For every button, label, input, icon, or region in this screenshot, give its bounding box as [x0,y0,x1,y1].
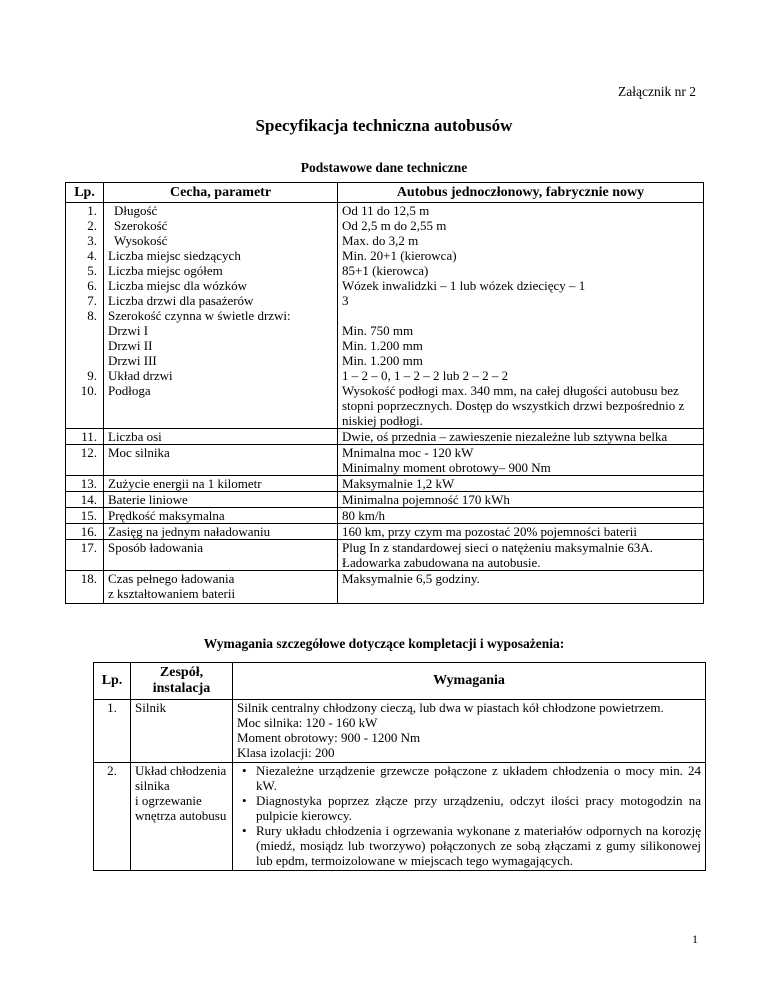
row-param: Czas pełnego ładowania [108,571,235,586]
table-row [66,476,704,492]
row-value: 80 km/h [338,508,704,524]
row-lp: 8. [66,308,104,323]
table-row [66,323,704,338]
header-param: Cecha, parametr [104,183,338,203]
row-lp: 1. [66,203,104,219]
row-param: Liczba osi [104,429,338,445]
table-row [66,445,704,476]
row-value: 85+1 (kierowca) [338,263,704,278]
table-row [66,233,704,248]
table-row [66,308,704,323]
row-lp: 2. [66,218,104,233]
section1-heading: Podstawowe dane techniczne [300,160,468,175]
list-item [242,823,701,868]
row-unit-line: Układ chłodzenia [135,763,227,778]
requirements-table [93,662,706,871]
bullet-icon: • [242,823,247,838]
row-value: Minimalna pojemność 170 kWh [338,492,704,508]
row-param: Wysokość [104,233,338,248]
row-lp: 15. [66,508,104,524]
row-param: Liczba drzwi dla pasażerów [104,293,338,308]
table-row [66,368,704,383]
table-row [94,763,706,871]
page-number: 1 [692,932,698,946]
row-param: Sposób ładowania [104,540,338,571]
row-value: 1 – 2 – 0, 1 – 2 – 2 lub 2 – 2 – 2 [338,368,704,383]
row-param: Zużycie energii na 1 kilometr [104,476,338,492]
header-unit-line2: instalacja [152,681,211,696]
bullet-icon: • [242,763,247,778]
row-lp: 18. [66,571,104,604]
row-unit: Silnik [131,700,233,763]
table-row [66,353,704,368]
table-row [66,278,704,293]
list-item [242,793,701,823]
row-lp: 17. [66,540,104,571]
row-param: Drzwi III [104,353,338,368]
req-line: Silnik centralny chłodzony cieczą, lub dwa w piastach kół chłodzone powietrzem. [237,700,664,715]
row-param: Prędkość maksymalna [104,508,338,524]
bullet-icon: • [242,793,247,808]
section2-heading: Wymagania szczegółowe dotyczące kompletacji i wyposażenia: [203,636,565,651]
row-value: Maksymalnie 1,2 kW [338,476,704,492]
row-lp: 16. [66,524,104,540]
header-lp: Lp. [66,183,104,203]
annex-label: Załącznik nr 2 [618,84,696,99]
page-title: Specyfikacja techniczna autobusów [255,116,513,135]
row-lp: 5. [66,263,104,278]
row-value-2: Minimalny moment obrotowy– 900 Nm [342,460,551,475]
row-value: Plug In z standardowej sieci o natężeniu maksymalnie 63A. [342,540,653,555]
table-row [66,248,704,263]
header-requirements: Wymagania [233,663,706,700]
row-value [338,308,704,323]
row-value: Min. 1.200 mm [338,353,704,368]
row-value: Wysokość podłogi max. 340 mm, na całej długości autobusu bez stopni poprzecznych. Dostęp do wszystkich drzwi bezpośrednio z niskiej podłogi. [338,383,704,429]
row-param: Długość [104,203,338,219]
row-value: Dwie, oś przednia – zawieszenie niezależne lub sztywna belka [338,429,704,445]
row-lp: 13. [66,476,104,492]
row-lp: 11. [66,429,104,445]
row-value-2: Ładowarka zabudowana na autobusie. [342,555,541,570]
table-row [66,508,704,524]
bullet-text: Niezależne urządzenie grzewcze połączone z układem chłodzenia o mocy min. 24 kW. [256,763,701,793]
row-value: Min. 20+1 (kierowca) [338,248,704,263]
bullet-text: Rury układu chłodzenia i ogrzewania wykonane z materiałów odpornych na korozję (miedź, mosiądz lub tworzywo) połączonych ze sobą złączami z gumy silikonowej lub epdm, termoizolowane w miejscach tego wymagających. [256,823,701,868]
basic-data-table [65,182,704,604]
row-lp [66,353,104,368]
header-lp: Lp. [94,663,131,700]
row-param: Drzwi I [104,323,338,338]
row-lp: 12. [66,445,104,476]
row-value: Od 2,5 m do 2,55 m [338,218,704,233]
row-param: Szerokość czynna w świetle drzwi: [104,308,338,323]
req-line: Moc silnika: 120 - 160 kW [237,715,378,730]
row-value: Od 11 do 12,5 m [338,203,704,219]
row-lp: 10. [66,383,104,429]
table-row [66,429,704,445]
row-lp: 14. [66,492,104,508]
row-param: Liczba miejsc dla wózków [104,278,338,293]
req-line: Klasa izolacji: 200 [237,745,335,760]
row-value: Min. 1.200 mm [338,338,704,353]
row-unit-line: silnika [135,778,170,793]
row-param: Moc silnika [104,445,338,476]
table-row [66,571,704,604]
bullet-text: Diagnostyka poprzez złącze przy urządzeniu, odczyt ilości pracy motogodzin na pulpicie kierowcy. [256,793,701,823]
row-param: Baterie liniowe [104,492,338,508]
row-param: Zasięg na jednym naładowaniu [104,524,338,540]
row-param: Drzwi II [104,338,338,353]
row-value: Maksymalnie 6,5 godziny. [338,571,704,604]
table-row [66,293,704,308]
req-line: Moment obrotowy: 900 - 1200 Nm [237,730,421,745]
row-param-2: z kształtowaniem baterii [108,586,236,601]
table-row [66,263,704,278]
table-row [66,492,704,508]
row-param: Liczba miejsc siedzących [104,248,338,263]
row-lp [66,323,104,338]
row-unit-line: i ogrzewanie [135,793,202,808]
row-lp: 3. [66,233,104,248]
row-value: Min. 750 mm [338,323,704,338]
table-row [66,218,704,233]
table-row [66,383,704,429]
row-value: 160 km, przy czym ma pozostać 20% pojemności baterii [338,524,704,540]
row-value: Max. do 3,2 m [338,233,704,248]
row-value: Wózek inwalidzki – 1 lub wózek dziecięcy – 1 [338,278,704,293]
header-value: Autobus jednoczłonowy, fabrycznie nowy [338,183,704,203]
list-item [242,763,701,793]
header-unit-line1: Zespół, [159,665,204,680]
row-lp: 9. [66,368,104,383]
row-lp: 6. [66,278,104,293]
row-param: Liczba miejsc ogółem [104,263,338,278]
table-row [66,338,704,353]
row-value: 3 [338,293,704,308]
row-param: Podłoga [104,383,338,429]
row-lp: 2. [94,763,131,871]
row-param: Układ drzwi [104,368,338,383]
table-row [94,700,706,763]
row-lp: 4. [66,248,104,263]
table-row [66,540,704,571]
row-param: Szerokość [104,218,338,233]
table-row [66,203,704,219]
row-value: Mnimalna moc - 120 kW [342,445,474,460]
requirements-list [237,763,701,868]
row-lp [66,338,104,353]
row-unit-line: wnętrza autobusu [135,808,227,823]
row-lp: 1. [94,700,131,763]
table-row [66,524,704,540]
row-lp: 7. [66,293,104,308]
